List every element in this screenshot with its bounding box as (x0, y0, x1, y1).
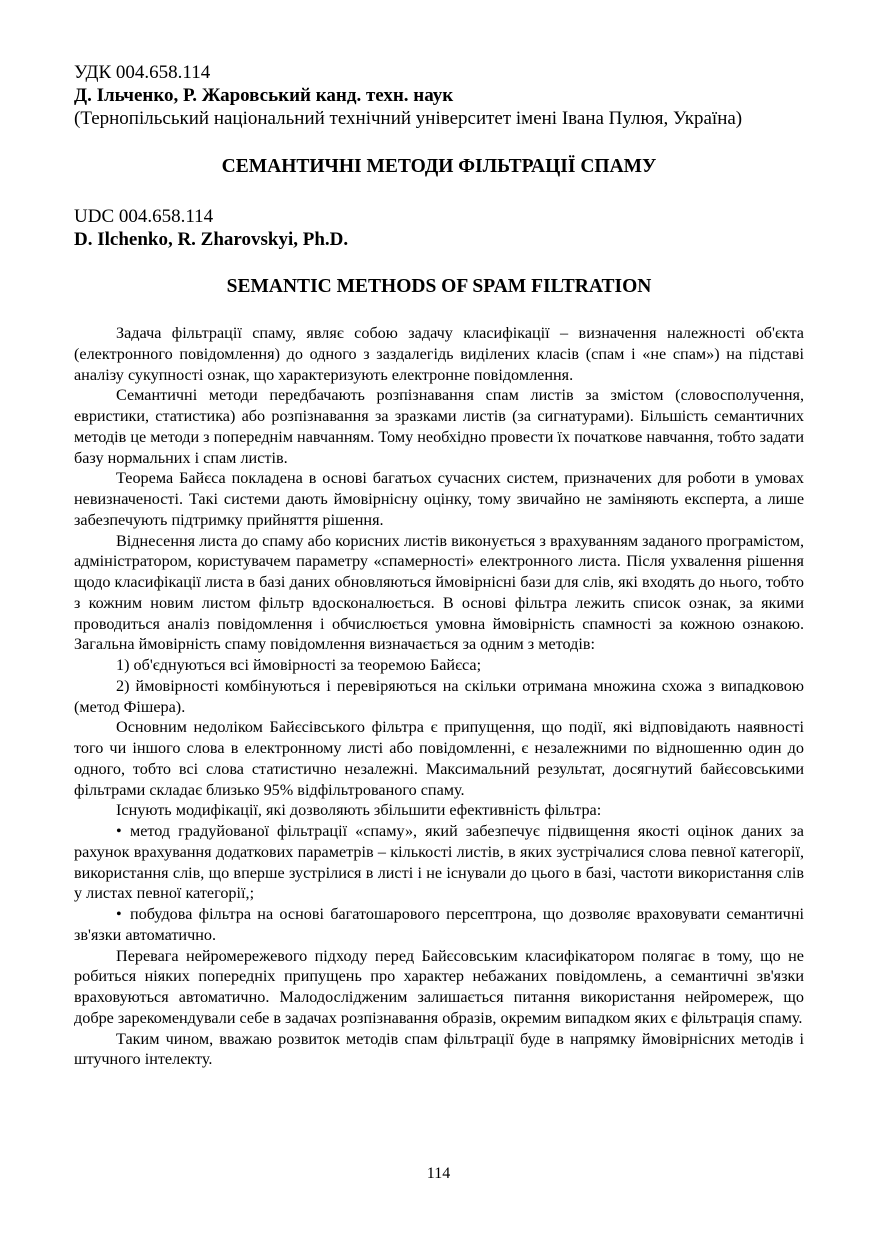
title-en: SEMANTIC METHODS OF SPAM FILTRATION (226, 276, 652, 297)
bullet-item-2 (74, 904, 804, 946)
udc-en: UDC 004.658.114 (74, 206, 214, 227)
paragraph-7: Перевага нейромережевого підходу перед Байєсовським класифікатором полягає в тому, що не робиться ніяких попередніх припущень про характер небажаних повідомлень, а семантичні зв'язки враховуються автоматично. Малодослідженим залишається питання використання нейромереж, що добре зарекомендували себе в задачах розпізнавання образів, окремим випадком яких є фільтрація спаму. (74, 946, 804, 1027)
paper-page (74, 61, 804, 1070)
article-body (74, 323, 804, 1070)
authors-ua: Д. Ільченко, Р. Жаровський канд. техн. наук (74, 85, 454, 106)
udc-ua: УДК 004.658.114 (74, 62, 211, 83)
affiliation-ua: (Тернопільський національний технічний університет імені Івана Пулюя, Україна) (74, 108, 743, 129)
paragraph-2: Семантичні методи передбачають розпізнавання спам листів за змістом (словосполучення, евристики, статистика) або розпізнавання за зразками листів (за сигнатурами). Більшість семантичних методів це методи з попереднім навчанням. Тому необхідно провести їх початкове навчання, тобто задати базу нормальних і спам листів. (74, 386, 804, 467)
authors-en: D. Ilchenko, R. Zharovskyi, Ph.D. (74, 229, 349, 250)
list-item-1: 1) об'єднуються всі ймовірності за теоремою Байєса; (116, 656, 482, 674)
bullet-item-1 (74, 821, 804, 904)
bullet-icon: • (116, 905, 122, 923)
paragraph-5: Основним недоліком Байєсівського фільтра є припущення, що події, які відповідають наявності того чи іншого слова в електронному листі або повідомленні, є незалежними по відношенню один до одного, тобто всі слова статистично незалежні. Максимальний результат, досягнутий байєсовськими фільтрами складає близько 95% відфільтрованого спаму. (74, 718, 804, 799)
bullet-text-1: метод градуйованої фільтрації «спаму», який забезпечує підвищення якості оцінок даних за рахунок врахування додаткових параметрів – кількості листів, в яких зустрічалися слова певної категорії, використання слів, що вперше зустрілися в листі і не існували до цього в базі, частоти використання слів у листах певної категорії,; (74, 822, 804, 903)
paragraph-6: Існують модифікації, які дозволяють збільшити ефективність фільтра: (116, 801, 602, 820)
paragraph-3: Теорема Байєса покладена в основі багатьох сучасних систем, призначених для роботи в умовах невизначеності. Такі системи дають ймовірнісну оцінку, тому звичайно не заміняють експерта, а лише забезпечують підтримку прийняття рішення. (74, 469, 804, 529)
bullet-text-2: побудова фільтра на основі багатошарового персептрона, що дозволяє враховувати семантичні зв'язки автоматично. (74, 905, 804, 944)
bullet-icon: • (116, 822, 122, 840)
list-item-2: 2) ймовірності комбінуються і перевіряються на скільки отримана множина схожа з випадковою (метод Фішера). (74, 676, 804, 716)
title-ua: СЕМАНТИЧНІ МЕТОДИ ФІЛЬТРАЦІЇ СПАМУ (221, 156, 657, 177)
page-number: 114 (426, 1165, 451, 1182)
paragraph-8: Таким чином, вважаю розвиток методів спам фільтрації буде в напрямку ймовірнісних методів і штучного інтелекту. (74, 1029, 804, 1069)
paragraph-4: Віднесення листа до спаму або корисних листів виконується з врахуванням заданого програмістом, адміністратором, користувачем параметру «спамерності» електронного листа. Після ухвалення рішення щодо класифікації листа в базі даних обновляються ймовірнісні бази для слів, які входять до нього, тобто з кожним новим листом фільтр вдосконалюється. В основі фільтра лежить список ознак, за якими проводиться аналіз повідомлення і обчислюється умовна ймовірність спамності за кожною ознакою. Загальна ймовірність спаму повідомлення визначається за одним з методів: (74, 531, 804, 654)
paragraph-1: Задача фільтрації спаму, являє собою задачу класифікації – визначення належності об'єкта (електронного повідомлення) до одного з заздалегідь виділених класів (спам і «не спам») на підставі аналізу сукупності ознак, що характеризують електронне повідомлення. (74, 324, 804, 384)
